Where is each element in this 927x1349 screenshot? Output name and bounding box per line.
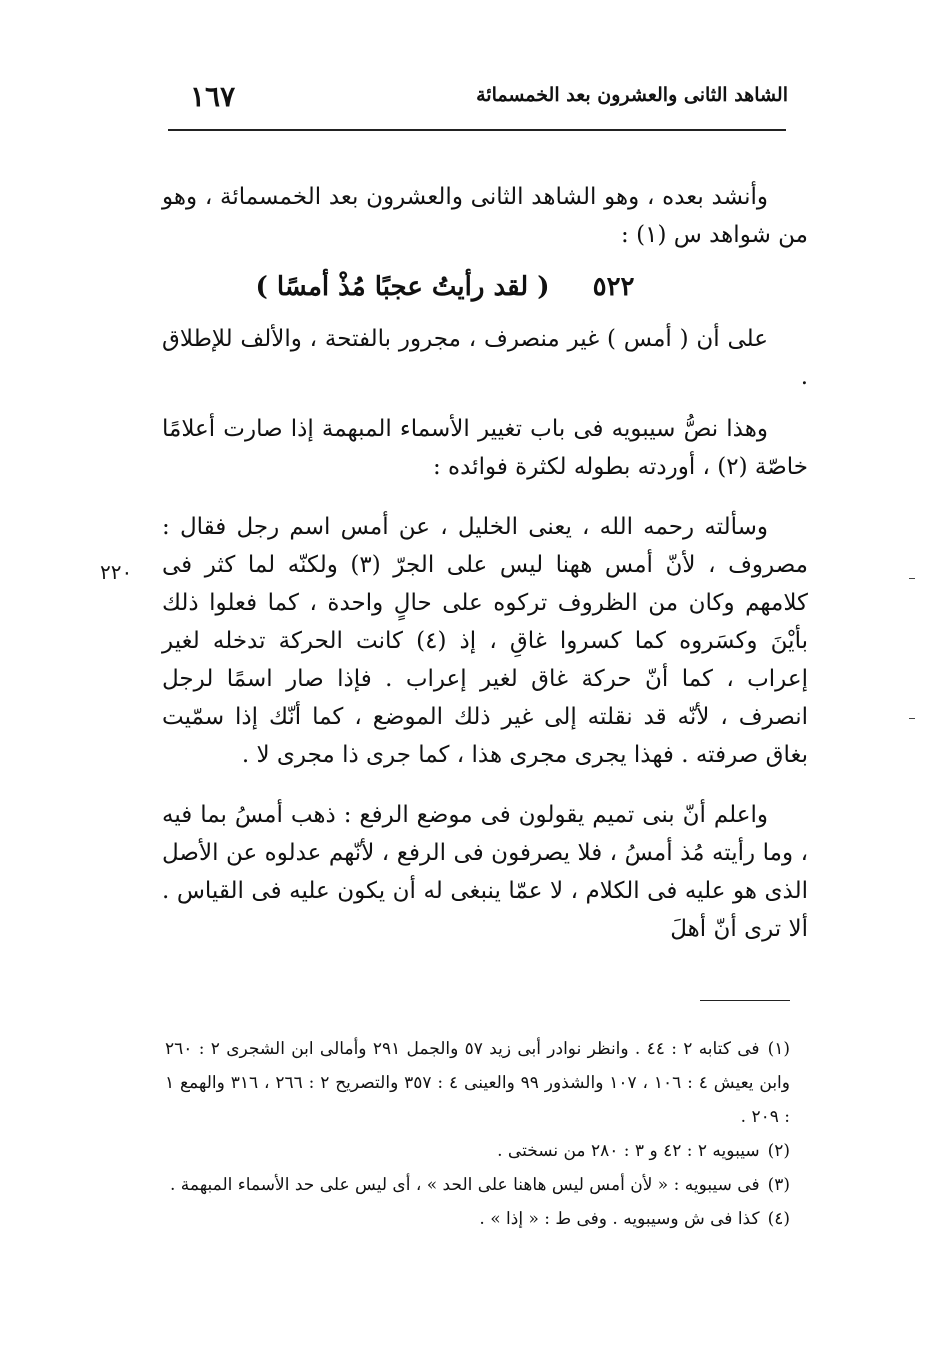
- footnote: [165, 1202, 790, 1236]
- footnote-text: سيبويه ٢ : ٤٢ و ٣ : ٢٨٠ من نسختى .: [497, 1141, 760, 1161]
- margin-page-reference: ٢٢٠: [100, 560, 133, 584]
- footnotes: [165, 1032, 790, 1236]
- footnote: [165, 1032, 790, 1134]
- footnote: [165, 1134, 790, 1168]
- page-number: ١٦٧: [190, 80, 236, 113]
- header-rule: [168, 129, 786, 131]
- margin-tick: [909, 718, 915, 719]
- footnote-mark: (٣): [767, 1175, 790, 1195]
- footnote-text: فى سيبويه : « لأن أمس ليس هاهنا على الحد » ، أى ليس على حد الأسماء المبهمة .: [169, 1175, 760, 1195]
- paragraph: وسألته رحمه الله ، يعنى الخليل ، عن أمس اسم رجل فقال : مصروف ، لأنّ أمس ههنا ليس على الجرّ (٣) ولكنّه لما كثر فى كلامهم وكان من الظروف تركوه على حالٍ واحدة ، كما فعلوا ذلك بأيْنَ وكسَروه كما كسروا غاقِ ، إذ (٤) كانت الحركة تدخله لغير إعراب ، كما أنّ حركة غاق لغير إعراب . فإذا صار اسمًا لرجل انصرف ، لأنّه قد نقلته إلى غير ذلك الموضع ، كما أنّك إذا سمّيت بغاق صرفته . فهذا يجرى مجرى هذا ، كما جرى ذا مجرى لا .: [162, 514, 808, 768]
- intro-paragraph: وأنشد بعده ، وهو الشاهد الثانى والعشرون بعد الخمسمائة ، وهو من شواهد س (١) :: [162, 184, 808, 248]
- paragraph: على أن ( أمس ) غير منصرف ، مجرور بالفتحة ، والألف للإطلاق .: [162, 326, 808, 390]
- footnote-rule: [700, 1000, 790, 1001]
- paragraph: وهذا نصُّ سيبويه فى باب تغيير الأسماء المبهمة إذا صارت أعلامًا خاصّة (٢) ، أوردته بطوله لكثرة فوائده :: [162, 416, 808, 480]
- footnote-text: فى كتابه ٢ : ٤٤ . وانظر نوادر أبى زيد ٥٧ والجمل ٢٩١ وأمالى ابن الشجرى ٢ : ٢٦٠ وابن يعيش ٤ : ١٠٦ ، ١٠٧ والشذور ٩٩ والعينى ٤ : ٣٥٧ والتصريح ٢ : ٢٦٦ ، ٣١٦ والهمع ١ : ٢٠٩ .: [165, 1039, 790, 1127]
- verse-line: [162, 268, 808, 306]
- main-text: [162, 178, 808, 948]
- footnote-mark: (٢): [767, 1141, 790, 1161]
- footnote-mark: (١): [767, 1039, 790, 1059]
- footnote: [165, 1168, 790, 1202]
- verse-number: ٥٢٢: [592, 272, 635, 302]
- footnote-mark: (٤): [767, 1209, 790, 1229]
- page-header: [168, 78, 788, 118]
- paragraph: واعلم أنّ بنى تميم يقولون فى موضع الرفع : ذهب أمسُ بما فيه ، وما رأيته مُذ أمسُ ، فلا يصرفون فى الرفع ، لأنّهم عدلوه عن الأصل الذى هو عليه فى الكلام ، لا عمّا ينبغى له أن يكون عليه فى القياس . ألا ترى أنّ أهلَ: [162, 802, 808, 942]
- margin-tick: [909, 578, 915, 579]
- verse-text: ( لقد رأيتُ عجبًا مُذْ أمسًا ): [255, 272, 550, 302]
- footnote-text: كذا فى ش وسيبويه . وفى ط : « إذا » .: [479, 1209, 760, 1229]
- running-head: الشاهد الثانى والعشرون بعد الخمسمائة: [476, 84, 788, 106]
